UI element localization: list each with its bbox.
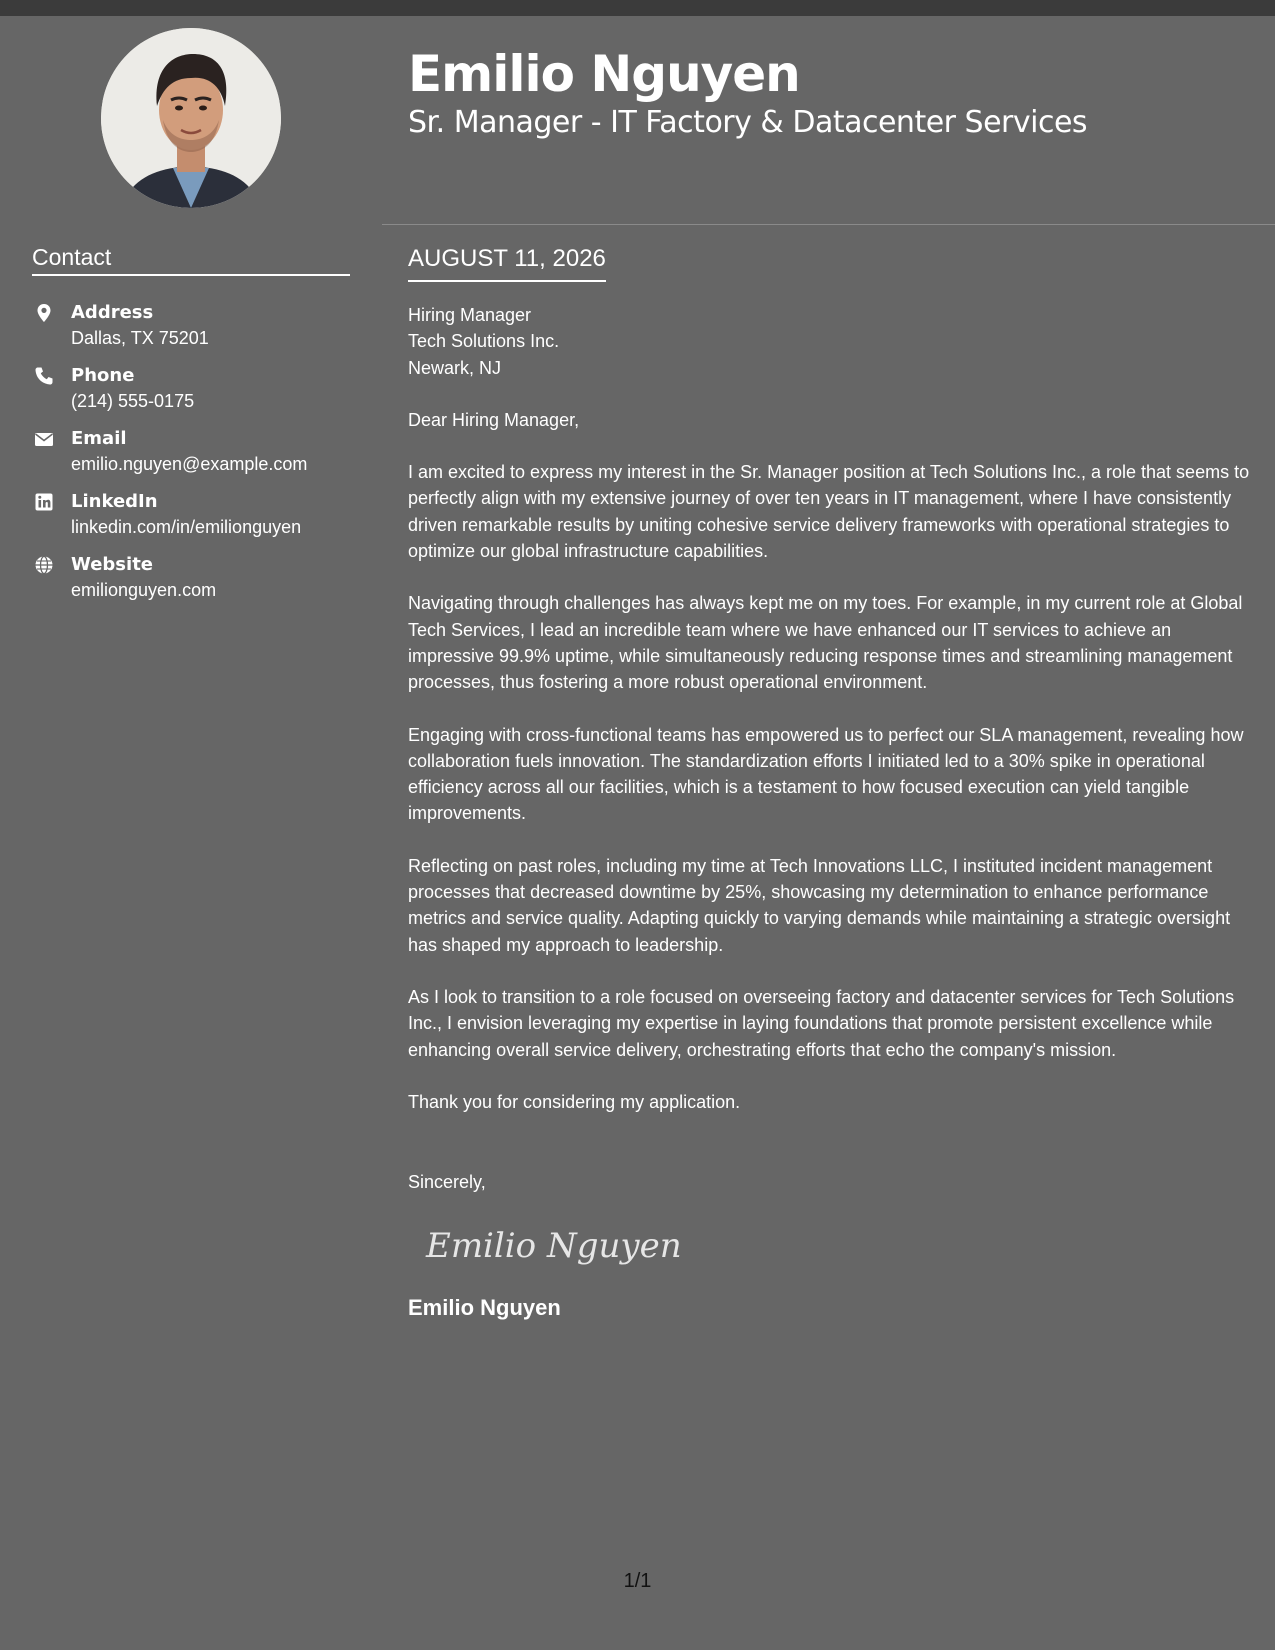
sidebar [0,16,382,1650]
linkedin-link[interactable]: linkedin.com/in/emilionguyen [71,517,302,537]
map-pin-icon [34,303,54,323]
contact-value: Dallas, TX 75201 [71,328,209,348]
contact-label: Website [71,554,154,575]
contact-label: LinkedIn [71,491,158,512]
letter-body [408,244,1253,1323]
contact-list [32,301,372,616]
recipient-line: Newark, NJ [408,357,502,378]
applicant-name: Emilio Nguyen [408,45,800,103]
contact-label: Address [71,302,154,323]
letter-paragraph: I am excited to express my interest in the Sr. Manager position at Tech Solutions Inc., a role that seems to perfectly align with my extensive journey of over ten years in IT management, where I have consistently driven remarkable results by uniting cohesive service delivery frameworks with operational strategies to optimize our global infrastructure capabilities. [408,462,1250,562]
letter-paragraph: Thank you for considering my application. [408,1091,741,1112]
letter-paragraph: Reflecting on past roles, including my time at Tech Innovations LLC, I instituted incident management processes that decreased downtime by 25%, showcasing my determination to enhance performance metrics and service quality. Adapting quickly to varying demands while maintaining a strategic oversight has shaped my approach to leadership. [408,855,1231,955]
email-link[interactable]: emilio.nguyen@example.com [71,454,308,474]
letter-paragraph: Navigating through challenges has always kept me on my toes. For example, in my current role at Global Tech Services, I lead an incredible team where we have enhanced our IT services to achieve an impressive 99.9% uptime, while simultaneously reducing response times and streamlining management processes, thus fostering a more robust operational environment. [408,593,1243,693]
profile-photo [101,28,281,208]
linkedin-icon [34,492,54,512]
envelope-icon [34,429,54,449]
contact-item-website [32,553,372,616]
contact-item-email [32,427,372,490]
contact-item-linkedin [32,490,372,553]
closing: Sincerely, [408,1172,486,1193]
page-number: 1/1 [623,1570,652,1592]
phone-icon [34,366,54,386]
job-title: Sr. Manager - IT Factory & Datacenter Services [408,105,1088,140]
contact-item-address [32,301,372,364]
letter-paragraph: As I look to transition to a role focused on overseeing factory and datacenter services for Tech Solutions Inc., I envision leveraging my expertise in laying foundations that promote persistent excellence while enhancing overall service delivery, orchestrating efforts that echo the company's mission. [408,986,1235,1060]
contact-label: Phone [71,365,135,386]
contact-label: Email [71,428,127,449]
recipient-line: Tech Solutions Inc. [408,331,560,352]
recipient-line: Hiring Manager [408,305,532,325]
contact-item-phone [32,364,372,427]
header-divider [382,224,1275,225]
signer-name: Emilio Nguyen [408,1295,561,1321]
contact-heading: Contact [32,242,350,276]
handwritten-signature: Emilio Nguyen [426,1226,682,1267]
website-link[interactable]: emilionguyen.com [71,580,217,600]
letter-date: AUGUST 11, 2026 [408,244,606,282]
top-bar [0,0,1275,16]
contact-value: (214) 555-0175 [71,391,195,411]
globe-icon [34,555,54,575]
recipient-block [408,302,1253,381]
salutation: Dear Hiring Manager, [408,409,580,430]
letter-paragraph: Engaging with cross-functional teams has empowered us to perfect our SLA management, revealing how collaboration fuels innovation. The standardization efforts I initiated led to a 30% spike in operational efficiency across all our facilities, which is a testament to how focused execution can yield tangible improvements. [408,724,1244,824]
